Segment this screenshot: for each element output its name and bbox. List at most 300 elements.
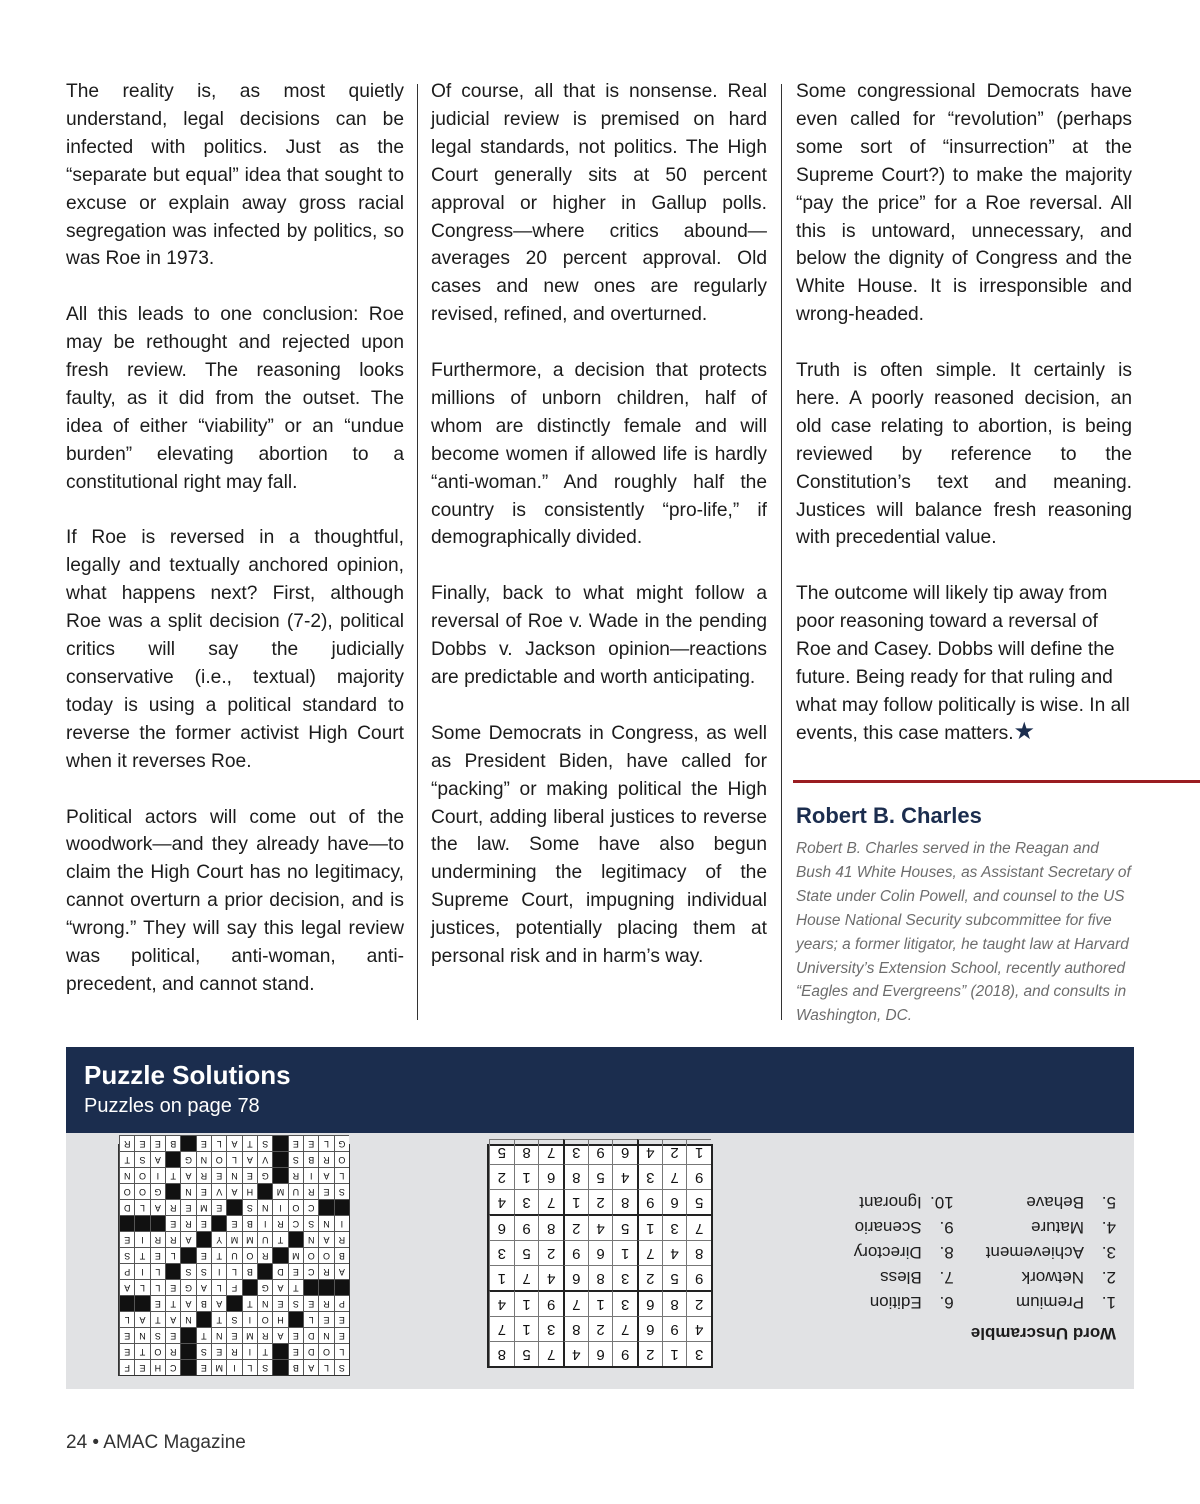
crossword-cell: G	[257, 1279, 272, 1295]
paragraph: Furthermore, a decision that protects millions of unborn children, half of whom are distinctly female and will become women if allowed life is hardly “anti-woman.” And roughly half the country is consistently “pro-life,” if demographically divided.	[431, 360, 767, 549]
crossword-cell: E	[165, 1215, 180, 1231]
crossword-block	[119, 1215, 134, 1231]
crossword-cell: M	[211, 1359, 226, 1375]
crossword-block	[272, 1151, 287, 1167]
crossword-cell: E	[211, 1343, 226, 1359]
crossword-cell: S	[303, 1215, 318, 1231]
sudoku-cell: 4	[637, 1139, 662, 1164]
sudoku-cell: 5	[612, 1214, 637, 1240]
star-icon: ★	[1013, 717, 1036, 745]
sudoku-cell: 9	[538, 1290, 563, 1316]
crossword-cell: Y	[211, 1231, 226, 1247]
sudoku-cell: 6	[489, 1214, 514, 1240]
sudoku-cell: 5	[489, 1139, 514, 1164]
crossword-block	[180, 1247, 195, 1263]
crossword-cell: E	[318, 1311, 333, 1327]
crossword-cell: N	[211, 1327, 226, 1343]
crossword-block	[119, 1295, 134, 1311]
crossword-cell: L	[318, 1359, 333, 1375]
crossword-cell: D	[119, 1199, 134, 1215]
crossword-cell: C	[303, 1263, 318, 1279]
column-divider	[417, 84, 418, 1020]
puzzle-solutions-subtitle: Puzzles on page 78	[84, 1095, 260, 1117]
crossword-block	[165, 1183, 180, 1199]
crossword-block	[318, 1199, 333, 1215]
crossword-cell: R	[180, 1215, 195, 1231]
sudoku-cell: 6	[637, 1316, 662, 1341]
crossword-block	[226, 1295, 241, 1311]
crossword-cell: D	[272, 1263, 287, 1279]
crossword-cell: M	[242, 1327, 257, 1343]
crossword-cell: E	[288, 1263, 303, 1279]
crossword-cell: M	[242, 1231, 257, 1247]
sudoku-cell: 1	[588, 1290, 613, 1316]
crossword-cell: S	[150, 1327, 165, 1343]
crossword-cell: S	[257, 1359, 272, 1375]
crossword-cell: B	[334, 1247, 349, 1263]
crossword-block	[226, 1199, 241, 1215]
crossword-block	[272, 1247, 287, 1263]
crossword-cell: E	[334, 1327, 349, 1343]
sudoku-cell: 2	[662, 1139, 687, 1164]
sudoku-cell: 7	[686, 1214, 711, 1240]
crossword-block	[257, 1183, 272, 1199]
crossword-cell: S	[119, 1247, 134, 1263]
sudoku-cell: 4	[686, 1316, 711, 1341]
list-item: 1.Premium	[1015, 1293, 1116, 1312]
crossword-cell: M	[226, 1231, 241, 1247]
sudoku-cell: 2	[588, 1189, 613, 1214]
sudoku-cell: 3	[637, 1164, 662, 1189]
crossword-cell: E	[134, 1135, 149, 1151]
crossword-cell: C	[303, 1199, 318, 1215]
crossword-cell: B	[242, 1263, 257, 1279]
crossword-cell: T	[211, 1247, 226, 1263]
crossword-cell: S	[334, 1359, 349, 1375]
crossword-cell: H	[150, 1359, 165, 1375]
crossword-cell: E	[288, 1135, 303, 1151]
paragraph	[796, 580, 1132, 747]
crossword-cell: L	[150, 1263, 165, 1279]
crossword-cell: I	[257, 1215, 272, 1231]
crossword-cell: S	[288, 1295, 303, 1311]
crossword-cell: S	[257, 1135, 272, 1151]
sudoku-cell: 3	[489, 1240, 514, 1265]
crossword-cell: N	[119, 1167, 134, 1183]
crossword-cell: O	[303, 1247, 318, 1263]
sudoku-cell: 8	[612, 1189, 637, 1214]
crossword-cell: P	[334, 1295, 349, 1311]
crossword-block	[288, 1311, 303, 1327]
sudoku-cell: 8	[563, 1316, 588, 1341]
crossword-cell: G	[150, 1183, 165, 1199]
crossword-cell: E	[196, 1247, 211, 1263]
paragraph: Truth is often simple. It certainly is here. A poorly reasoned decision, an old case relating to abortion, is being reviewed by reference to the Constitution’s text and meaning. Justices will balance fresh reasoning with precedential value.	[796, 360, 1132, 549]
author-divider	[793, 780, 1200, 783]
crossword-cell: A	[272, 1327, 287, 1343]
crossword-cell: B	[288, 1359, 303, 1375]
crossword-cell: G	[180, 1279, 195, 1295]
crossword-cell: I	[272, 1199, 287, 1215]
sudoku-cell: 3	[662, 1214, 687, 1240]
crossword-cell: A	[119, 1279, 134, 1295]
crossword-block	[257, 1263, 272, 1279]
crossword-block	[196, 1231, 211, 1247]
crossword-cell: N	[196, 1151, 211, 1167]
crossword-cell: D	[303, 1343, 318, 1359]
crossword-block	[211, 1215, 226, 1231]
crossword-solution	[118, 1139, 350, 1376]
sudoku-cell: 6	[612, 1139, 637, 1164]
crossword-cell: A	[318, 1167, 333, 1183]
crossword-cell: B	[165, 1135, 180, 1151]
word-unscramble-heading: Word Unscramble	[970, 1324, 1116, 1343]
crossword-cell: T	[242, 1135, 257, 1151]
crossword-cell: B	[303, 1151, 318, 1167]
crossword-cell: N	[226, 1167, 241, 1183]
sudoku-cell: 4	[588, 1214, 613, 1240]
sudoku-cell: 2	[563, 1214, 588, 1240]
crossword-cell: A	[150, 1199, 165, 1215]
crossword-cell: O	[150, 1343, 165, 1359]
sudoku-cell: 6	[637, 1290, 662, 1316]
sudoku-cell: 8	[538, 1214, 563, 1240]
crossword-cell: R	[318, 1295, 333, 1311]
sudoku-cell: 9	[662, 1316, 687, 1341]
puzzle-solutions-header	[66, 1047, 1134, 1133]
sudoku-cell: 2	[686, 1290, 711, 1316]
article-column-1	[66, 78, 404, 999]
sudoku-cell: 3	[686, 1341, 711, 1366]
crossword-cell: R	[150, 1231, 165, 1247]
crossword-cell: R	[165, 1231, 180, 1247]
crossword-cell: T	[242, 1295, 257, 1311]
crossword-cell: O	[334, 1151, 349, 1167]
sudoku-cell: 4	[563, 1341, 588, 1366]
crossword-cell: O	[242, 1247, 257, 1263]
crossword-cell: L	[211, 1279, 226, 1295]
sudoku-cell: 1	[489, 1265, 514, 1290]
crossword-cell: C	[288, 1215, 303, 1231]
crossword-cell: I	[134, 1263, 149, 1279]
sudoku-cell: 9	[637, 1189, 662, 1214]
crossword-cell: E	[288, 1327, 303, 1343]
crossword-cell: E	[303, 1295, 318, 1311]
sudoku-cell: 4	[489, 1290, 514, 1316]
crossword-block	[303, 1279, 318, 1295]
sudoku-cell: 5	[662, 1265, 687, 1290]
sudoku-solution	[487, 1144, 713, 1368]
sudoku-cell: 5	[588, 1164, 613, 1189]
crossword-cell: U	[257, 1231, 272, 1247]
crossword-cell: N	[257, 1295, 272, 1311]
crossword-cell: L	[334, 1343, 349, 1359]
crossword-cell: G	[257, 1167, 272, 1183]
crossword-cell: I	[134, 1231, 149, 1247]
crossword-cell: M	[196, 1199, 211, 1215]
sudoku-cell: 1	[514, 1316, 539, 1341]
crossword-cell: A	[180, 1295, 195, 1311]
crossword-block	[288, 1231, 303, 1247]
crossword-cell: R	[257, 1327, 272, 1343]
puzzle-solutions-panel	[66, 1133, 1134, 1389]
crossword-cell: P	[119, 1263, 134, 1279]
crossword-cell: N	[318, 1215, 333, 1231]
crossword-cell: E	[226, 1215, 241, 1231]
crossword-cell: E	[211, 1167, 226, 1183]
crossword-cell: I	[226, 1359, 241, 1375]
crossword-cell: L	[334, 1167, 349, 1183]
crossword-cell: A	[226, 1135, 241, 1151]
crossword-cell: O	[318, 1247, 333, 1263]
crossword-cell: E	[226, 1327, 241, 1343]
crossword-cell: E	[196, 1135, 211, 1151]
crossword-cell: R	[165, 1343, 180, 1359]
sudoku-cell: 3	[563, 1139, 588, 1164]
crossword-cell: A	[211, 1295, 226, 1311]
sudoku-cell: 4	[489, 1189, 514, 1214]
sudoku-cell: 2	[489, 1164, 514, 1189]
crossword-cell: O	[211, 1151, 226, 1167]
sudoku-cell: 8	[563, 1164, 588, 1189]
list-item: 10.Ignorant	[859, 1193, 954, 1212]
crossword-cell: A	[318, 1231, 333, 1247]
crossword-cell: R	[226, 1343, 241, 1359]
sudoku-cell: 7	[563, 1290, 588, 1316]
sudoku-cell: 8	[588, 1265, 613, 1290]
sudoku-cell: 4	[612, 1164, 637, 1189]
crossword-cell: R	[196, 1167, 211, 1183]
crossword-block	[180, 1135, 195, 1151]
sudoku-cell: 9	[563, 1240, 588, 1265]
crossword-block	[272, 1359, 287, 1375]
article-column-2	[431, 78, 767, 971]
list-item: 4.Mature	[1031, 1218, 1116, 1237]
paragraph: Political actors will come out of the woodwork—and they already have—to claim the High Court has no legitimacy, cannot overturn a prior decision, and is “wrong.” They will say this legal review was political, anti-woman, anti-precedent, and cannot stand.	[66, 806, 404, 995]
crossword-cell: G	[180, 1151, 195, 1167]
crossword-cell: E	[119, 1231, 134, 1247]
crossword-cell: N	[257, 1199, 272, 1215]
crossword-cell: H	[242, 1183, 257, 1199]
sudoku-cell: 1	[686, 1139, 711, 1164]
crossword-cell: S	[242, 1199, 257, 1215]
crossword-cell: E	[211, 1199, 226, 1215]
sudoku-cell: 7	[538, 1139, 563, 1164]
sudoku-cell: 8	[662, 1290, 687, 1316]
crossword-cell: E	[303, 1135, 318, 1151]
crossword-cell: F	[119, 1359, 134, 1375]
sudoku-cell: 9	[588, 1139, 613, 1164]
sudoku-cell: 5	[686, 1189, 711, 1214]
unscramble-list-left	[986, 1190, 1116, 1315]
crossword-cell: E	[196, 1183, 211, 1199]
author-bio: Robert B. Charles served in the Reagan and Bush 41 White Houses, as Assistant Secretary of State under Colin Powell, and counsel to the US House National Security subcommittee for five years; a former litigator, he taught law at Harvard University’s Extension School, recently authored “Eagles and Evergreens” (2018), and consults in Washington, DC.	[796, 840, 1131, 1025]
crossword-cell: E	[119, 1327, 134, 1343]
sudoku-cell: 1	[563, 1189, 588, 1214]
crossword-cell: T	[119, 1151, 134, 1167]
crossword-cell: I	[334, 1215, 349, 1231]
crossword-cell: R	[119, 1135, 134, 1151]
crossword-cell: O	[134, 1167, 149, 1183]
paragraph: Finally, back to what might follow a reversal of Roe v. Wade in the pending Dobbs v. Jackson opinion—reactions are predictable and worth anticipating.	[431, 583, 767, 688]
crossword-cell: R	[165, 1199, 180, 1215]
crossword-cell: N	[180, 1183, 195, 1199]
crossword-cell: L	[242, 1359, 257, 1375]
sudoku-cell: 1	[514, 1290, 539, 1316]
crossword-cell: B	[196, 1295, 211, 1311]
crossword-cell: I	[211, 1263, 226, 1279]
paragraph-text: The outcome will likely tip away from poor reasoning toward a reversal of Roe and Casey. Dobbs will define the future. Being ready for that ruling and what may follow politically is wise. In all events, this case matters.	[796, 583, 1130, 744]
crossword-cell: T	[134, 1343, 149, 1359]
crossword-cell: I	[303, 1167, 318, 1183]
crossword-cell: R	[318, 1263, 333, 1279]
crossword-cell: A	[303, 1359, 318, 1375]
crossword-cell: A	[165, 1311, 180, 1327]
sudoku-cell: 1	[637, 1214, 662, 1240]
crossword-block	[318, 1279, 333, 1295]
sudoku-cell: 3	[612, 1290, 637, 1316]
crossword-cell: S	[334, 1183, 349, 1199]
crossword-cell: L	[226, 1263, 241, 1279]
sudoku-cell: 7	[637, 1240, 662, 1265]
crossword-block	[180, 1343, 195, 1359]
crossword-block	[134, 1215, 149, 1231]
crossword-cell: I	[150, 1167, 165, 1183]
list-item: 2.Network	[1021, 1268, 1116, 1287]
crossword-cell: S	[288, 1151, 303, 1167]
crossword-cell: F	[226, 1279, 241, 1295]
crossword-cell: L	[165, 1247, 180, 1263]
sudoku-cell: 8	[686, 1240, 711, 1265]
sudoku-cell: 2	[637, 1265, 662, 1290]
crossword-cell: O	[257, 1311, 272, 1327]
crossword-cell: A	[196, 1279, 211, 1295]
crossword-block	[242, 1279, 257, 1295]
sudoku-cell: 2	[637, 1341, 662, 1366]
crossword-cell: V	[257, 1151, 272, 1167]
crossword-cell: O	[134, 1183, 149, 1199]
sudoku-cell: 7	[662, 1164, 687, 1189]
sudoku-cell: 5	[514, 1240, 539, 1265]
sudoku-cell: 7	[538, 1189, 563, 1214]
crossword-block	[272, 1343, 287, 1359]
list-item: 6.Edition	[869, 1293, 954, 1312]
sudoku-cell: 3	[612, 1265, 637, 1290]
crossword-cell: S	[196, 1263, 211, 1279]
sudoku-cell: 8	[514, 1139, 539, 1164]
paragraph: Of course, all that is nonsense. Real judicial review is premised on hard legal standards, not politics. The High Court generally sits at 50 percent approval or higher in Gallup polls. Congress—where critics abound—averages 20 percent approval. Old cases and new ones are regularly revised, refined, and overturned.	[431, 81, 767, 326]
sudoku-cell: 5	[514, 1341, 539, 1366]
crossword-cell: S	[196, 1343, 211, 1359]
crossword-cell: E	[196, 1359, 211, 1375]
crossword-cell: N	[134, 1327, 149, 1343]
sudoku-cell: 6	[588, 1341, 613, 1366]
crossword-cell: M	[288, 1247, 303, 1263]
crossword-cell: E	[150, 1295, 165, 1311]
crossword-cell: A	[134, 1311, 149, 1327]
crossword-cell: E	[334, 1311, 349, 1327]
crossword-cell: A	[180, 1167, 195, 1183]
crossword-block	[165, 1151, 180, 1167]
sudoku-cell: 9	[686, 1265, 711, 1290]
crossword-cell: T	[257, 1343, 272, 1359]
crossword-cell: E	[165, 1279, 180, 1295]
crossword-cell: L	[303, 1311, 318, 1327]
sudoku-cell: 9	[514, 1214, 539, 1240]
crossword-cell: E	[180, 1199, 195, 1215]
puzzle-solutions-title: Puzzle Solutions	[84, 1060, 291, 1090]
crossword-cell: O	[119, 1183, 134, 1199]
crossword-cell: L	[150, 1279, 165, 1295]
crossword-cell: R	[303, 1183, 318, 1199]
crossword-cell: R	[257, 1247, 272, 1263]
crossword-cell: T	[288, 1279, 303, 1295]
crossword-cell: S	[134, 1151, 149, 1167]
crossword-cell: T	[165, 1167, 180, 1183]
crossword-cell: A	[242, 1151, 257, 1167]
sudoku-cell: 4	[538, 1265, 563, 1290]
sudoku-cell: 3	[538, 1316, 563, 1341]
sudoku-cell: 2	[538, 1240, 563, 1265]
crossword-cell: H	[272, 1311, 287, 1327]
crossword-cell: E	[242, 1167, 257, 1183]
sudoku-cell: 6	[588, 1240, 613, 1265]
crossword-block	[165, 1263, 180, 1279]
crossword-cell: R	[272, 1215, 287, 1231]
unscramble-list-right	[854, 1190, 954, 1315]
crossword-block	[334, 1199, 349, 1215]
crossword-block	[150, 1215, 165, 1231]
crossword-block	[334, 1279, 349, 1295]
crossword-cell: U	[288, 1183, 303, 1199]
list-item: 7.Bless	[880, 1268, 954, 1287]
crossword-cell: T	[211, 1311, 226, 1327]
crossword-cell: T	[272, 1231, 287, 1247]
paragraph: The reality is, as most quietly understand, legal decisions can be infected with politics. Just as the “separate but equal” idea that sought to excuse or explain away gross racial segregation was infected by politics, so was Roe in 1973.	[66, 81, 404, 270]
crossword-cell: R	[334, 1231, 349, 1247]
crossword-cell: R	[288, 1167, 303, 1183]
crossword-cell: S	[180, 1263, 195, 1279]
crossword-block	[180, 1359, 195, 1375]
crossword-cell: A	[150, 1151, 165, 1167]
word-unscramble-solution	[836, 1173, 1116, 1343]
sudoku-cell: 7	[489, 1316, 514, 1341]
crossword-cell: E	[196, 1215, 211, 1231]
crossword-cell: L	[119, 1311, 134, 1327]
crossword-cell: E	[150, 1135, 165, 1151]
crossword-cell: G	[334, 1135, 349, 1151]
crossword-cell: E	[165, 1327, 180, 1343]
crossword-cell: A	[272, 1279, 287, 1295]
crossword-cell: A	[226, 1183, 241, 1199]
list-item: 3.Achievement	[985, 1243, 1116, 1262]
crossword-cell: U	[226, 1247, 241, 1263]
crossword-cell: L	[134, 1199, 149, 1215]
crossword-cell: I	[242, 1311, 257, 1327]
crossword-cell: A	[334, 1263, 349, 1279]
list-item: 8.Directory	[853, 1243, 954, 1262]
crossword-cell: L	[134, 1279, 149, 1295]
crossword-block	[180, 1327, 195, 1343]
crossword-block	[272, 1135, 287, 1151]
author-name: Robert B. Charles	[796, 803, 982, 828]
crossword-cell: T	[134, 1247, 149, 1263]
sudoku-cell: 6	[662, 1189, 687, 1214]
sudoku-cell: 7	[538, 1341, 563, 1366]
sudoku-cell: 2	[588, 1316, 613, 1341]
sudoku-cell: 1	[514, 1164, 539, 1189]
sudoku-cell: 6	[563, 1265, 588, 1290]
